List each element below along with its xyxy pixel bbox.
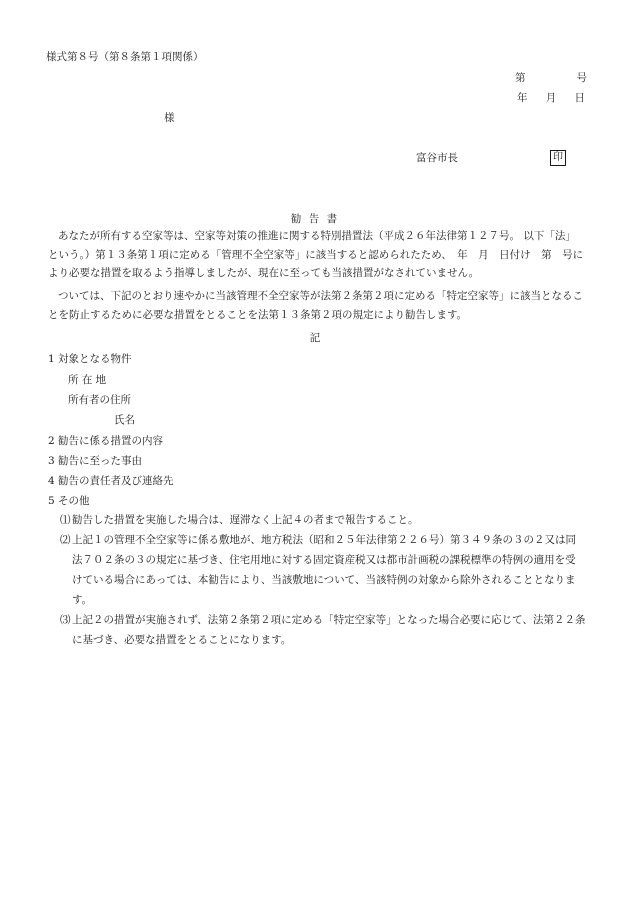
document-number <box>515 73 587 84</box>
date-day: 日 <box>574 92 585 104</box>
date-year: 年 <box>517 92 528 104</box>
addressee: 様 <box>164 112 175 124</box>
item-4-heading: 4 勧告の責任者及び連絡先 <box>48 475 174 487</box>
number-suffix: 号 <box>576 72 587 84</box>
item-3-heading: 3 勧告に至った事由 <box>48 455 143 467</box>
sub-item-3 <box>60 610 586 650</box>
item-5-heading: 5 その他 <box>48 495 90 507</box>
sub-item-number: ⑶ <box>60 614 71 626</box>
sub-item-text: 上記２の措置が実施されず、法第２条第２項に定める「特定空家等」となった場合必要に応じて、法第２２条に基づき、必要な措置をとることになります。 <box>72 614 586 646</box>
document-date <box>517 93 585 104</box>
form-number: 様式第８号（第８条第１項関係） <box>46 51 204 63</box>
item-1-owner-name: 氏名 <box>114 414 135 426</box>
sub-item-number: ⑵ <box>60 534 71 546</box>
sub-item-1 <box>60 510 586 530</box>
number-label: 第 <box>515 72 526 84</box>
sub-item-number: ⑴ <box>60 514 71 526</box>
sub-item-2 <box>60 530 586 610</box>
body-paragraph-1: あなたが所有する空家等は、空家等対策の推進に関する特別措置法（平成２６年法律第１２７号。 以下「法」という。）第１３条第１項に定める「管理不全空家等」に該当すると認められたため、 年 月 日付け 第 号により必要な措置を取るよう指導しましたが、現在に至っても当該措置がなされていません。 <box>48 230 584 279</box>
issuer-name: 富谷市長 <box>416 152 458 164</box>
document-title: 勧 告 書 <box>290 213 340 225</box>
sub-item-text: 上記１の管理不全空家等に係る敷地が、地方税法（昭和２５年法律第２２６号）第３４９条の３の２又は同法７０２条の３の規定に基づき、住宅用地に対する固定資産税又は都市計画税の課税標準の特例の適用を受けている場合にあっては、本勧告により、当該敷地について、当該特例の対象から除外されることとなります。 <box>72 534 576 606</box>
item-1-owner-address: 所有者の住所 <box>68 394 131 406</box>
ki-heading: 記 <box>309 332 321 344</box>
item-1-heading: 1 対象となる物件 <box>48 353 132 365</box>
item-1-location: 所 在 地 <box>68 374 107 386</box>
seal-mark: 印 <box>550 150 566 166</box>
date-month: 月 <box>545 92 557 104</box>
item-2-heading: 2 勧告に係る措置の内容 <box>48 435 164 447</box>
sub-item-text: 勧告した措置を実施した場合は、遅滞なく上記４の者まで報告すること。 <box>72 514 419 526</box>
body-paragraph-2: ついては、下記のとおり速やかに当該管理不全空家等が法第２条第２項に定める「特定空家等」に該当となることを防止するために必要な措置をとることを法第１３条第２項の規定により勧告します。 <box>48 290 583 321</box>
